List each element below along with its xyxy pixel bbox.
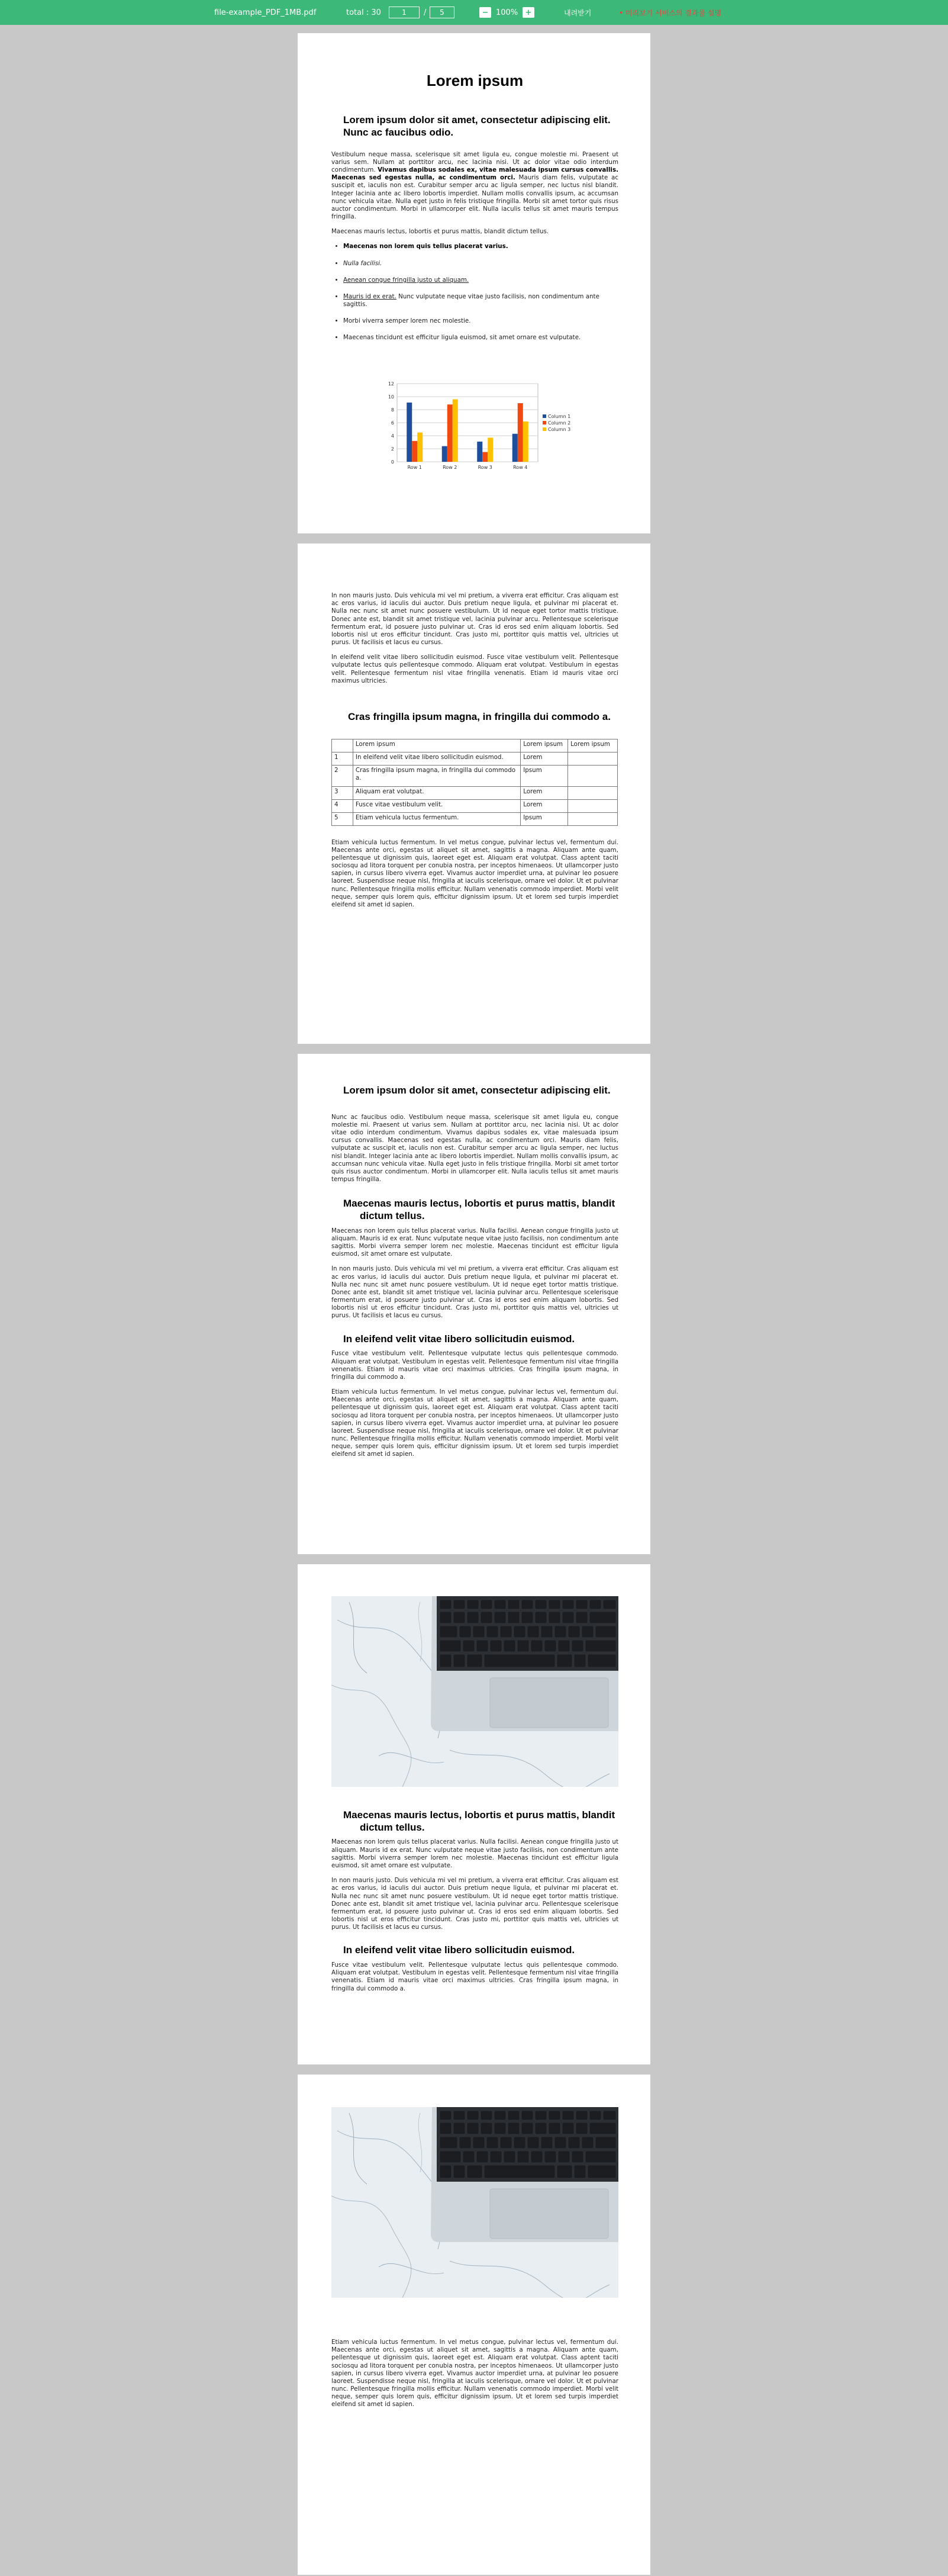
page-3-heading-3: In eleifend velit vitae libero sollicitudin euismod. [343, 1333, 575, 1345]
chart-y-tick-label: 12 [388, 381, 394, 387]
chart-x-tick-label: Row 3 [478, 465, 492, 470]
table-cell: 1 [332, 752, 353, 765]
current-page-input[interactable]: 1 [389, 7, 420, 18]
list-item-text: Maecenas tincidunt est efficitur ligula euismod, sit amet ornare est vulputate. [343, 334, 581, 342]
page-3-paragraph-1: Nunc ac faucibus odio. Vestibulum neque massa, scelerisque sit amet ligula eu, congue molestie mi. Praesent ut varius sem. Nullam at porttitor arcu, nec lacinia nisi. Ut ac dolor vitae odio interdum condimentum. Vivamus dapibus sodales ex, vitae malesuada ipsum cursus convallis. Maecenas sed egestas nulla, ac condimentum orci. Mauris diam felis, vulputate ac suscipit et, iaculis non est. Curabitur semper arcu ac ligula semper, nec luctus nisl blandit. Integer lacinia ante ac libero lobortis imperdiet. Nullam mollis convallis ipsum, ac accumsan nunc vehicula vitae. Nulla eget justo in felis tristique fringilla. Morbi sit amet tortor quis risus auctor condimentum. Morbi in ullamcorper elit. Nulla iaculis tellus sit amet mauris tempus fringilla. [331, 1113, 618, 1184]
chart-bar [512, 434, 518, 462]
chart-legend-label: Column 1 [548, 414, 571, 419]
table-cell: Aliquam erat volutpat. [353, 786, 520, 799]
table-cell: Lorem [521, 752, 568, 765]
list-item-text: Nunc vulputate neque vitae justo facilisis, non condimentum ante sagittis. [343, 292, 599, 308]
list-item-text: Maecenas non lorem quis tellus placerat varius. [343, 243, 508, 250]
chart-legend-label: Column 3 [548, 427, 571, 432]
table-cell: In eleifend velit vitae libero sollicitudin euismod. [353, 752, 520, 765]
list-item [343, 276, 618, 284]
table-row [332, 812, 618, 825]
chart-y-tick-label: 2 [391, 446, 394, 452]
chart-bar [453, 399, 458, 462]
table-header-row [332, 739, 618, 752]
zoom-out-button[interactable]: − [479, 7, 491, 18]
viewer-toolbar [0, 0, 948, 25]
page-3-paragraph-2: Maecenas non lorem quis tellus placerat varius. Nulla facilisi. Aenean congue fringilla justo ut aliquam. Mauris id ex erat. Nunc vulputate neque vitae justo facilisis, non condimentum ante sagittis. Morbi viverra semper lorem nec molestie. Maecenas tincidunt est efficitur ligula euismod, sit amet ornare est vulputate. [331, 1227, 618, 1258]
page-4-paragraph-3: Fusce vitae vestibulum velit. Pellentesque vulputate lectus quis pellentesque commodo. Aliquam erat volutpat. Vestibulum in egestas velit. Pellentesque fermentum nisl vitae fringilla venenatis. Etiam id mauris vitae orci maximus ultricies. Cras fringilla ipsum magna, in fringilla dui commodo a. [331, 1961, 618, 1992]
chart-bar [523, 422, 528, 462]
list-item-text: Aenean congue fringilla justo ut aliquam. [343, 276, 469, 284]
page-3-paragraph-3: In non mauris justo. Duis vehicula mi vel mi pretium, a viverra erat efficitur. Cras aliquam est ac eros varius, id iaculis dui auctor. Duis pretium neque ligula, et pulvinar mi placerat et. Nulla nec nunc sit amet nunc posuere vestibulum. Ut id neque eget tortor mattis tristique. Donec ante est, blandit sit amet tristique vel, lacinia pulvinar arcu. Pellentesque scelerisque fermentum erat, id posuere justo pulvinar ut. Cras id eros sed enim aliquam lobortis. Sed lobortis nisl ut eros efficitur tincidunt. Cras justo mi, porttitor quis mattis vel, ultricies ut purus. Ut facilisis et lacus eu cursus. [331, 1265, 618, 1320]
page-2-content [331, 592, 618, 916]
page-4-heading-2: In eleifend velit vitae libero sollicitudin euismod. [343, 1944, 575, 1956]
table-row [332, 786, 618, 799]
table-header-cell [332, 739, 353, 752]
table-row [332, 752, 618, 765]
page-3-content [331, 1085, 618, 1466]
page-2-heading: Cras fringilla ipsum magna, in fringilla dui commodo a. [348, 710, 611, 722]
table-cell [568, 812, 618, 825]
chart-y-tick-label: 10 [388, 394, 394, 400]
list-item [343, 260, 618, 268]
chart-bar [447, 404, 453, 462]
laptop-photo [331, 1596, 618, 1787]
chart-bar [477, 442, 482, 462]
table-cell: Lorem [521, 786, 568, 799]
table-cell: Etiam vehicula luctus fermentum. [353, 812, 520, 825]
table-cell: 2 [332, 765, 353, 786]
laptop-on-marble-image [331, 2107, 618, 2298]
chart-bar [442, 446, 447, 462]
page-2-paragraph-1: In non mauris justo. Duis vehicula mi vel mi pretium, a viverra erat efficitur. Cras aliquam est ac eros varius, id iaculis dui auctor. Duis pretium neque ligula, et pulvinar mi placerat et. Nulla nec nunc sit amet nunc posuere vestibulum. Ut id neque eget tortor mattis tristique. Donec ante est, blandit sit amet tristique vel, lacinia pulvinar arcu. Pellentesque scelerisque fermentum erat, id posuere justo pulvinar ut. Cras id eros sed enim aliquam lobortis. Sed lobortis nisl ut eros efficitur tincidunt. Cras justo mi, porttitor quis mattis vel, ultricies ut purus. Ut facilisis et lacus eu cursus. [331, 592, 618, 647]
page-separator: / [424, 8, 427, 17]
page-title: Lorem ipsum [426, 72, 524, 89]
page-1-paragraph-2: Maecenas mauris lectus, lobortis et purus mattis, blandit dictum tellus. [331, 228, 549, 236]
page-4-paragraph-1: Maecenas non lorem quis tellus placerat varius. Nulla facilisi. Aenean congue fringilla justo ut aliquam. Mauris id ex erat. Nunc vulputate neque vitae justo facilisis, non condimentum ante sagittis. Morbi viverra semper lorem nec molestie. Maecenas tincidunt est efficitur ligula euismod, sit amet ornare est vulputate. [331, 1838, 618, 1869]
page-4-heading-1: Maecenas mauris lectus, lobortis et purus mattis, blandit dictum tellus. [343, 1809, 615, 1833]
para-bold-text: Vivamus dapibus sodales ex, vitae malesuada ipsum cursus convallis. Maecenas sed egestas nulla, ac condimentum orci. [331, 166, 618, 182]
page-1-heading: Lorem ipsum dolor sit amet, consectetur adipiscing elit. Nunc ac faucibus odio. [343, 114, 611, 138]
zoom-level: 100% [496, 8, 518, 17]
page-1-content [331, 71, 618, 351]
list-item [343, 317, 618, 325]
bar-chart-svg [381, 377, 576, 477]
chart-x-tick-label: Row 4 [513, 465, 528, 470]
page-5-paragraph-1: Etiam vehicula luctus fermentum. In vel metus congue, pulvinar lectus vel, fermentum dui. Maecenas ante orci, egestas ut aliquet sit amet, sagittis a magna. Aliquam ante quam, pellentesque ut dignissim quis, laoreet eget est. Aliquam erat volutpat. Class aptent taciti sociosqu ad litora torquent per conubia nostra, per inceptos himenaeos. Ut ullamcorper justo sapien, in cursus libero viverra eget. Vivamus auctor imperdiet urna, at pulvinar leo posuere laoreet. Suspendisse neque nisl, fringilla at iaculis scelerisque, ornare vel dolor. Ut et pulvinar nunc. Pellentesque fringilla mollis efficitur. Nullam venenatis commodo imperdiet. Morbi velit neque, semper quis lorem quis, efficitur dignissim ipsum. Ut et lorem sed turpis imperdiet eleifend sit amet id sapien. [331, 2339, 618, 2408]
chart-y-tick-label: 8 [391, 407, 394, 413]
chart-legend-swatch [543, 414, 546, 418]
page-4-content [331, 1809, 618, 2000]
chart-legend-label: Column 2 [548, 420, 571, 426]
total-label: total : 30 [346, 8, 381, 17]
chart-bar [417, 433, 423, 462]
download-button[interactable]: 내려받기 [564, 8, 592, 17]
page-3-heading-1: Lorem ipsum dolor sit amet, consectetur adipiscing elit. [343, 1085, 611, 1096]
table-cell [568, 786, 618, 799]
chart-y-tick-label: 4 [391, 433, 394, 439]
chart-legend-swatch [543, 427, 546, 431]
page-5-content [331, 2339, 618, 2416]
bullet-list [343, 243, 618, 342]
page-3-heading-2: Maecenas mauris lectus, lobortis et purus mattis, blandit dictum tellus. [343, 1198, 615, 1222]
preview-notice-link[interactable]: • 미리보기 서비스의 결과물 설명 [619, 8, 722, 17]
page-4-paragraph-2: In non mauris justo. Duis vehicula mi vel mi pretium, a viverra erat efficitur. Cras aliquam est ac eros varius, id iaculis dui auctor. Duis pretium neque ligula, et pulvinar mi placerat et. Nulla nec nunc sit amet nunc posuere vestibulum. Ut id neque eget tortor mattis tristique. Donec ante est, blandit sit amet tristique vel, lacinia pulvinar arcu. Pellentesque scelerisque fermentum erat, id posuere justo pulvinar ut. Cras id eros sed enim aliquam lobortis. Sed lobortis nisl ut eros efficitur tincidunt. Cras justo mi, porttitor quis mattis vel, ultricies ut purus. Ut facilisis et lacus eu cursus. [331, 1877, 618, 1931]
table-cell: 3 [332, 786, 353, 799]
bar-chart [381, 377, 576, 477]
pdf-page-2 [298, 543, 650, 1044]
data-table [331, 739, 618, 826]
chart-bar [518, 403, 523, 462]
table-header-cell: Lorem ipsum [353, 739, 520, 752]
pdf-page-5 [298, 2075, 650, 2575]
page-3-paragraph-4: Fusce vitae vestibulum velit. Pellentesque vulputate lectus quis pellentesque commodo. Aliquam erat volutpat. Vestibulum in egestas velit. Pellentesque fermentum nisl vitae fringilla venenatis. Etiam id mauris vitae orci maximus ultricies. Cras fringilla ipsum magna, in fringilla dui commodo a. [331, 1350, 618, 1381]
list-item [343, 243, 618, 250]
laptop-on-marble-image [331, 1596, 618, 1787]
table-row [332, 799, 618, 812]
table-cell: Ipsum [521, 812, 568, 825]
chart-bar [407, 403, 412, 462]
table-cell [568, 752, 618, 765]
table-cell: Lorem [521, 799, 568, 812]
table-cell [568, 799, 618, 812]
table-cell: 4 [332, 799, 353, 812]
laptop-photo-2 [331, 2107, 618, 2298]
chart-legend-swatch [543, 421, 546, 424]
table-cell: Ipsum [521, 765, 568, 786]
chart-x-tick-label: Row 1 [407, 465, 422, 470]
table-cell: 5 [332, 812, 353, 825]
table-cell: Cras fringilla ipsum magna, in fringilla dui commodo a. [353, 765, 520, 786]
table-header-cell: Lorem ipsum [568, 739, 618, 752]
list-item-link[interactable]: Mauris id ex erat. [343, 292, 396, 300]
chart-y-tick-label: 6 [391, 420, 394, 426]
file-name: file-example_PDF_1MB.pdf [214, 8, 317, 17]
list-item [343, 334, 618, 342]
table-header-cell: Lorem ipsum [521, 739, 568, 752]
chart-bar [482, 452, 488, 462]
list-item-text: Morbi viverra semper lorem nec molestie. [343, 317, 471, 325]
list-item [343, 293, 618, 308]
table-cell: Fusce vitae vestibulum velit. [353, 799, 520, 812]
list-item-text: Nulla facilisi. [343, 259, 382, 267]
page-2-paragraph-3: Etiam vehicula luctus fermentum. In vel metus congue, pulvinar lectus vel, fermentum dui. Maecenas ante orci, egestas ut aliquet sit amet, sagittis a magna. Aliquam ante quam, pellentesque ut dignissim quis, laoreet eget est. Aliquam erat volutpat. Class aptent taciti sociosqu ad litora torquent per conubia nostra, per inceptos himenaeos. Ut ullamcorper justo sapien, in cursus libero viverra eget. Vivamus auctor imperdiet urna, at pulvinar leo posuere laoreet. Suspendisse neque nisl, fringilla at iaculis scelerisque, ornare vel dolor. Ut et pulvinar nunc. Pellentesque fringilla mollis efficitur. Nullam venenatis commodo imperdiet. Morbi velit neque, semper quis lorem quis, efficitur dignissim ipsum. Ut et lorem sed turpis imperdiet eleifend sit amet id sapien. [331, 838, 618, 908]
chart-x-tick-label: Row 2 [443, 465, 457, 470]
table-row [332, 765, 618, 786]
zoom-in-button[interactable]: + [523, 7, 534, 18]
page-2-paragraph-2: In eleifend velit vitae libero sollicitudin euismod. Fusce vitae vestibulum velit. Pellentesque vulputate lectus quis pellentesque commodo. Aliquam erat volutpat. Vestibulum in egestas velit. Pellentesque fermentum nisl vitae fringilla venenatis. Etiam id mauris vitae orci maximus ultricies. [331, 654, 618, 684]
total-pages-box: 5 [430, 7, 454, 18]
para-text: Vestibulum neque massa, scelerisque sit amet ligula eu, congue molestie mi. Praesent ut varius sem. Nullam at porttitor arcu, nec lacinia nisi. Ut ac dolor vitae odio interdum condimentum. [331, 150, 618, 174]
page-3-paragraph-5: Etiam vehicula luctus fermentum. In vel metus congue, pulvinar lectus vel, fermentum dui. Maecenas ante orci, egestas ut aliquet sit amet, sagittis a magna. Aliquam ante quam, pellentesque ut dignissim quis, laoreet eget est. Aliquam erat volutpat. Class aptent taciti sociosqu ad litora torquent per conubia nostra, per inceptos himenaeos. Ut ullamcorper justo sapien, in cursus libero viverra eget. Vivamus auctor imperdiet urna, at pulvinar leo posuere laoreet. Suspendisse neque nisl, fringilla at iaculis scelerisque, ornare vel dolor. Ut et pulvinar nunc. Pellentesque fringilla mollis efficitur. Nullam venenatis commodo imperdiet. Morbi velit neque, semper quis lorem quis, efficitur dignissim ipsum. Ut et lorem sed turpis imperdiet eleifend sit amet id sapien. [331, 1388, 618, 1458]
pdf-page-4 [298, 1564, 650, 2064]
page-1-paragraph-1 [331, 151, 618, 221]
chart-bar [488, 438, 493, 462]
table-cell [568, 765, 618, 786]
pdf-page-3 [298, 1054, 650, 1554]
pdf-page-1 [298, 33, 650, 533]
chart-bar [412, 441, 417, 462]
chart-y-tick-label: 0 [391, 459, 394, 465]
para-text: Mauris diam felis, vulputate ac suscipit et, iaculis non est. Curabitur semper arcu ac ligula semper, nec luctus nisl blandit. Integer lacinia ante ac libero lobortis imperdiet. Nullam mollis convallis ipsum, ac accumsan nunc vehicula vitae. Nulla eget justo in felis tristique fringilla. Morbi sit amet tortor quis risus auctor condimentum. Morbi in ullamcorper elit. Nulla iaculis tellus sit amet mauris tempus fringilla. [331, 174, 619, 221]
